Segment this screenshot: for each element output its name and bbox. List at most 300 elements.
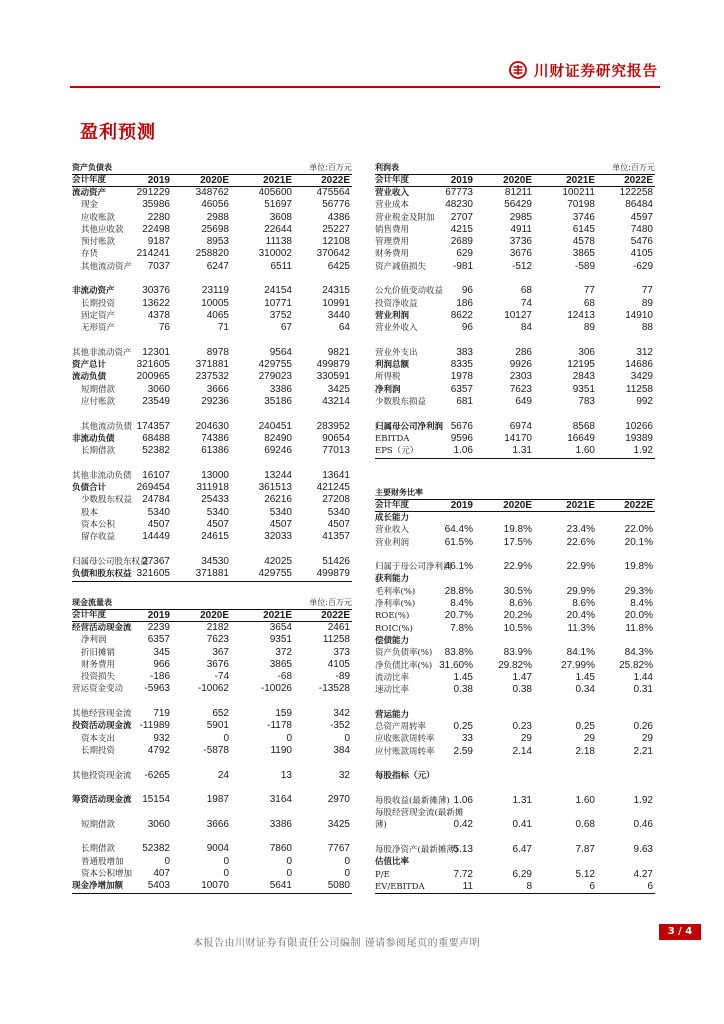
- cell-value: 24784: [142, 494, 170, 506]
- table-row: [72, 408, 352, 420]
- row-label: 流动负债: [72, 372, 107, 383]
- cell-value: 6425: [327, 260, 350, 272]
- cell-value: 3440: [327, 309, 350, 321]
- cell-value: 7480: [630, 223, 653, 235]
- table-row: [375, 660, 655, 672]
- cell-value: 0: [344, 867, 350, 879]
- cell-value: 52382: [142, 843, 170, 855]
- cell-value: 8.6%: [509, 598, 532, 610]
- cell-value: 383: [456, 346, 473, 358]
- cell-value: 286: [515, 346, 532, 358]
- cell-value: 3865: [269, 658, 292, 670]
- row-label: 净利润: [81, 635, 107, 646]
- year-header: 2022E: [624, 500, 653, 511]
- row-label: EV/EBITDA: [375, 881, 425, 892]
- cell-value: 2985: [509, 211, 532, 223]
- cell-value: 0: [223, 867, 229, 879]
- table-row: [72, 384, 352, 396]
- cell-value: 330591: [316, 371, 350, 383]
- table-row: [72, 683, 352, 695]
- table-row: [72, 445, 352, 457]
- cell-value: 9564: [269, 346, 292, 358]
- cell-value: 68488: [142, 432, 170, 444]
- table-caption-row: [375, 160, 655, 174]
- table-row: [375, 746, 655, 758]
- cell-value: 35986: [142, 199, 170, 211]
- cell-value: 6974: [509, 420, 532, 432]
- cell-value: 69246: [264, 445, 292, 457]
- cell-value: 499879: [316, 568, 350, 580]
- unit-label: 单位:百万元: [309, 598, 352, 607]
- row-label: 公允价值变动收益: [375, 286, 444, 297]
- cell-value: 429755: [258, 359, 292, 371]
- row-label: 现金净增加额: [72, 881, 124, 892]
- cell-value: 2843: [572, 371, 595, 383]
- cell-value: 51426: [322, 555, 350, 567]
- table-caption: 资产负债表: [72, 163, 112, 172]
- cell-value: 83.8%: [444, 647, 473, 659]
- table-row: [72, 396, 352, 408]
- row-label: 营业收入: [375, 525, 410, 536]
- cell-value: 70198: [567, 199, 595, 211]
- row-label: 其他非流动负债: [72, 470, 132, 481]
- cell-value: 46.1%: [444, 561, 473, 573]
- cell-value: 932: [153, 732, 170, 744]
- cell-value: 43214: [322, 396, 350, 408]
- table-row: [72, 433, 352, 445]
- cell-value: 10771: [264, 297, 292, 309]
- cell-value: 15154: [142, 794, 170, 806]
- cell-value: 1987: [206, 794, 229, 806]
- row-label: 筹资活动现金流: [72, 795, 132, 806]
- year-header: 2020E: [503, 175, 532, 186]
- report-header: [509, 59, 659, 81]
- cell-value: -6265: [144, 769, 170, 781]
- table-row: [72, 782, 352, 794]
- cell-value: 5340: [327, 506, 350, 518]
- cell-value: 4105: [630, 248, 653, 260]
- cell-value: 84: [520, 322, 532, 334]
- year-header: 2020E: [200, 175, 229, 186]
- cell-value: 10991: [322, 297, 350, 309]
- cell-value: 0: [344, 855, 350, 867]
- table-row: [72, 671, 352, 683]
- table-row: [72, 285, 352, 297]
- cell-value: 84.1%: [566, 647, 595, 659]
- cell-value: 82490: [264, 432, 292, 444]
- cell-value: -13528: [318, 683, 350, 695]
- cell-value: 29: [641, 733, 653, 745]
- row-label: 长期借款: [81, 446, 116, 457]
- table-row: [72, 634, 352, 646]
- cell-value: 23119: [201, 285, 229, 297]
- table-row: [72, 659, 352, 671]
- cell-value: 20.0%: [624, 610, 653, 622]
- cell-value: 29.82%: [498, 659, 532, 671]
- row-label: 营业税金及附加: [375, 212, 435, 223]
- cell-value: 13641: [322, 469, 350, 481]
- table-row: [72, 733, 352, 745]
- table-row: [72, 819, 352, 831]
- cell-value: 22.6%: [566, 536, 595, 548]
- footer-disclaimer: 本报告由川财证券有限责任公司编制 谨请参阅尾页的重要声明: [193, 938, 481, 949]
- table-row: [72, 335, 352, 360]
- table-row: [375, 322, 655, 334]
- cell-value: 1.60: [575, 445, 595, 457]
- cell-value: 29: [583, 733, 595, 745]
- row-label: 其他经营现金流: [72, 709, 132, 720]
- cell-value: 0: [223, 732, 229, 744]
- row-label: 其他流动负债: [81, 421, 133, 432]
- cell-value: 29.9%: [566, 585, 595, 597]
- row-label: 财务费用: [81, 659, 116, 670]
- table-row: [72, 794, 352, 806]
- cell-value: 1.06: [453, 794, 473, 806]
- cell-value: 407: [153, 867, 170, 879]
- cell-value: 1.45: [575, 671, 595, 683]
- cell-value: 8: [526, 880, 532, 892]
- cell-value: 28.8%: [444, 585, 473, 597]
- table-row: [72, 843, 352, 855]
- row-label: 管理费用: [375, 237, 410, 248]
- cell-value: 370642: [316, 248, 350, 260]
- cell-value: 0: [286, 867, 292, 879]
- row-label: 归属母公司净利润: [375, 421, 444, 432]
- row-label: ROIC(%): [375, 623, 413, 634]
- cell-value: 2970: [327, 794, 350, 806]
- column-label: 会计年度: [72, 175, 107, 185]
- cell-value: 652: [212, 708, 229, 720]
- row-label: 现金: [81, 200, 99, 211]
- row-label: 长期投资: [81, 298, 116, 309]
- row-label: 非流动资产: [72, 286, 115, 297]
- cell-value: 8622: [450, 309, 473, 321]
- cell-value: 373: [333, 646, 350, 658]
- cell-value: 5340: [206, 506, 229, 518]
- row-label: 普通股增加: [81, 856, 124, 867]
- table-row: [375, 869, 655, 881]
- cell-value: 321605: [136, 568, 170, 580]
- cell-value: 11258: [322, 634, 350, 646]
- table-row: [375, 783, 655, 808]
- cell-value: 5676: [450, 420, 473, 432]
- cell-value: 5403: [147, 880, 170, 892]
- cell-value: 6: [589, 880, 595, 892]
- cell-value: 1.45: [453, 671, 473, 683]
- cell-value: 19.8%: [624, 561, 653, 573]
- cell-value: 7.8%: [450, 622, 473, 634]
- cell-value: 90654: [322, 432, 350, 444]
- table-row: [72, 647, 352, 659]
- table-row: [375, 598, 655, 610]
- cell-value: 14910: [625, 309, 653, 321]
- cell-value: 56429: [504, 199, 532, 211]
- cell-value: 7.87: [575, 844, 595, 856]
- cell-value: 3386: [269, 818, 292, 830]
- table-row: [375, 273, 655, 298]
- cell-value: 22.9%: [503, 561, 532, 573]
- cell-value: 14449: [142, 531, 170, 543]
- cell-value: 22498: [142, 223, 170, 235]
- cell-value: 61.5%: [444, 536, 473, 548]
- table-caption: 利润表: [375, 163, 399, 172]
- cell-value: 269454: [136, 482, 170, 494]
- row-label: 流动比率: [375, 672, 410, 683]
- row-label: 长期投资: [81, 745, 116, 756]
- cell-value: 1978: [450, 371, 473, 383]
- cell-value: 4.27: [633, 868, 653, 880]
- cell-value: -74: [214, 671, 229, 683]
- row-label: 速动比率: [375, 685, 410, 696]
- cell-value: 1190: [270, 744, 292, 756]
- cell-value: 0.41: [512, 819, 532, 831]
- table-row: [375, 807, 655, 832]
- cell-value: 0: [344, 732, 350, 744]
- cell-value: 6511: [270, 260, 292, 272]
- year-header: 2019: [450, 500, 473, 511]
- table-header-row: [72, 609, 352, 622]
- page-title: 盈利预测: [80, 122, 156, 143]
- row-label: EPS（元）: [375, 446, 419, 457]
- row-label: 流动资产: [72, 188, 107, 198]
- row-label: EBITDA: [375, 433, 410, 444]
- row-label: 资产负债率(%): [375, 648, 433, 659]
- cell-value: 7767: [327, 843, 350, 855]
- table-row: [375, 445, 655, 457]
- table-row: [375, 623, 655, 635]
- row-label: 负债和股东权益: [72, 569, 132, 580]
- cell-value: 27.99%: [561, 659, 595, 671]
- cell-value: 5080: [327, 880, 350, 892]
- cell-value: 16107: [142, 469, 170, 481]
- cell-value: 67: [280, 322, 292, 334]
- row-label: 其他流动资产: [81, 261, 133, 272]
- row-label: 负债合计: [72, 483, 107, 494]
- cell-value: 9351: [269, 634, 292, 646]
- row-label: 应付账款周转率: [375, 746, 435, 757]
- cell-value: 4507: [327, 519, 350, 531]
- cell-value: 3752: [269, 309, 292, 321]
- cell-value: 2.14: [512, 745, 532, 757]
- table-caption-row: [72, 595, 352, 609]
- cell-value: 5340: [269, 506, 292, 518]
- row-label: 归属母公司股东权益: [72, 556, 149, 567]
- cell-value: 23549: [142, 396, 170, 408]
- cell-value: 9.63: [633, 844, 653, 856]
- row-label: 净利率(%): [375, 599, 416, 610]
- cell-value: 1.31: [512, 445, 532, 457]
- chuancai-logo-icon: [509, 61, 527, 79]
- cash-flow-table: [72, 595, 352, 894]
- table-row: [375, 672, 655, 684]
- cell-value: 384: [333, 744, 350, 756]
- cell-value: 283952: [316, 420, 350, 432]
- row-label: P/E: [375, 869, 390, 880]
- cell-value: 71: [217, 322, 229, 334]
- cell-value: 2988: [206, 211, 229, 223]
- cell-value: 25698: [201, 223, 229, 235]
- cell-value: -1178: [267, 720, 292, 732]
- cell-value: 5641: [269, 880, 292, 892]
- table-row: [72, 757, 352, 782]
- cell-value: -186: [149, 671, 170, 683]
- cell-value: 13622: [142, 297, 170, 309]
- cell-value: 27208: [322, 494, 350, 506]
- table-row: [375, 721, 655, 733]
- cell-value: 0: [223, 855, 229, 867]
- table-row: [375, 549, 655, 574]
- cell-value: 16649: [567, 432, 595, 444]
- cell-value: 499879: [316, 359, 350, 371]
- cell-value: 5340: [147, 506, 170, 518]
- cell-value: 3425: [327, 818, 350, 830]
- cell-value: 29236: [201, 396, 229, 408]
- cell-value: 2.21: [633, 745, 653, 757]
- cell-value: 0.46: [633, 819, 653, 831]
- cell-value: 6357: [450, 383, 473, 395]
- cell-value: 1.92: [633, 794, 653, 806]
- row-label: 应付账款: [81, 397, 116, 408]
- cell-value: 342: [333, 708, 350, 720]
- table-row: [72, 359, 352, 371]
- cell-value: 3060: [147, 383, 170, 395]
- cell-value: 3429: [630, 371, 653, 383]
- cell-value: 1.60: [575, 794, 595, 806]
- row-label: 每股经营现金流(最新摊薄): [375, 808, 464, 831]
- table-row: [72, 199, 352, 211]
- cell-value: 22.0%: [624, 524, 653, 536]
- cell-value: 13000: [201, 469, 229, 481]
- cell-value: 8568: [572, 420, 595, 432]
- table-row: [375, 224, 655, 236]
- table-row: [375, 347, 655, 359]
- income-statement-table: [375, 160, 655, 459]
- cell-value: 33: [461, 733, 473, 745]
- table-row: [72, 273, 352, 285]
- row-label: 利润总额: [375, 360, 410, 371]
- cell-value: 0.23: [512, 721, 532, 733]
- row-label: ROE(%): [375, 611, 410, 622]
- table-row: [72, 458, 352, 483]
- cell-value: 312: [636, 346, 653, 358]
- cell-value: 4065: [206, 309, 229, 321]
- cell-value: 2239: [147, 622, 170, 633]
- row-label: 总资产周转率: [375, 722, 427, 733]
- row-label: 归属于母公司净利润: [375, 562, 452, 573]
- row-label: 偿债能力: [375, 635, 410, 646]
- row-label: 固定资产: [81, 310, 116, 321]
- row-label: 营业外支出: [375, 347, 418, 358]
- cell-value: 6.29: [512, 868, 532, 880]
- table-row: [375, 212, 655, 224]
- cell-value: 67773: [445, 187, 473, 198]
- cell-value: 8978: [206, 346, 229, 358]
- cell-value: 0.31: [633, 684, 653, 696]
- table-row: [72, 494, 352, 506]
- cell-value: 475564: [316, 187, 350, 198]
- row-label: 非流动负债: [72, 433, 115, 444]
- row-label: 投资活动现金流: [72, 721, 132, 732]
- table-row: [375, 856, 655, 868]
- table-header-row: [72, 174, 352, 187]
- cell-value: 4507: [206, 519, 229, 531]
- cell-value: -68: [277, 671, 292, 683]
- cell-value: 12108: [322, 236, 350, 248]
- cell-value: 4215: [450, 223, 473, 235]
- table-row: [375, 684, 655, 696]
- cell-value: 3676: [206, 658, 229, 670]
- cell-value: 992: [636, 396, 653, 408]
- cell-value: 4386: [327, 211, 350, 223]
- table-row: [72, 868, 352, 880]
- table-caption-row: [375, 485, 655, 499]
- cell-value: 421245: [316, 482, 350, 494]
- table-row: [375, 635, 655, 647]
- table-row: [72, 745, 352, 757]
- cell-value: 0.38: [512, 684, 532, 696]
- table-bottom-rule: [72, 581, 352, 582]
- cell-value: 240451: [258, 420, 292, 432]
- cell-value: 22644: [264, 223, 292, 235]
- table-row: [72, 856, 352, 868]
- cell-value: 24154: [264, 285, 292, 297]
- year-header: 2020E: [200, 610, 229, 621]
- cell-value: 17.5%: [503, 536, 532, 548]
- table-row: [375, 384, 655, 396]
- cell-value: 5476: [630, 236, 653, 248]
- cell-value: 11.3%: [567, 622, 595, 634]
- cell-value: 13: [280, 769, 292, 781]
- year-header: 2020E: [503, 500, 532, 511]
- cell-value: 77: [641, 285, 653, 297]
- cell-value: 24315: [322, 285, 350, 297]
- table-row: [72, 531, 352, 543]
- cell-value: 2689: [450, 236, 473, 248]
- cell-value: 46056: [201, 199, 229, 211]
- cell-value: 81211: [504, 187, 532, 198]
- cell-value: -512: [511, 260, 532, 272]
- cell-value: 12413: [567, 309, 595, 321]
- row-label: 留存收益: [81, 532, 116, 543]
- cell-value: 3666: [206, 818, 229, 830]
- cell-value: -5878: [203, 744, 229, 756]
- year-header: 2019: [147, 610, 170, 621]
- cell-value: 68: [520, 285, 532, 297]
- cell-value: 25227: [322, 223, 350, 235]
- year-header: 2022E: [321, 175, 350, 186]
- row-label: 每股收益(最新摊薄): [375, 795, 450, 806]
- cell-value: 9004: [206, 843, 229, 855]
- cell-value: 310002: [258, 248, 292, 260]
- table-row: [375, 261, 655, 273]
- cell-value: 89: [583, 322, 595, 334]
- row-label: 估值比率: [375, 857, 410, 868]
- row-label: 折旧摊销: [81, 647, 116, 658]
- cell-value: 4911: [510, 223, 532, 235]
- row-label: 投资净收益: [375, 298, 418, 309]
- cell-value: 4507: [269, 519, 292, 531]
- table-row: [72, 236, 352, 248]
- cell-value: 3746: [572, 211, 595, 223]
- cell-value: 2461: [327, 622, 350, 633]
- cell-value: 74: [520, 297, 532, 309]
- cell-value: 76: [158, 322, 170, 334]
- cell-value: 20.2%: [503, 610, 532, 622]
- cell-value: 20.4%: [566, 610, 595, 622]
- cell-value: 174357: [136, 420, 170, 432]
- cell-value: -981: [452, 260, 473, 272]
- cell-value: 11: [462, 880, 473, 892]
